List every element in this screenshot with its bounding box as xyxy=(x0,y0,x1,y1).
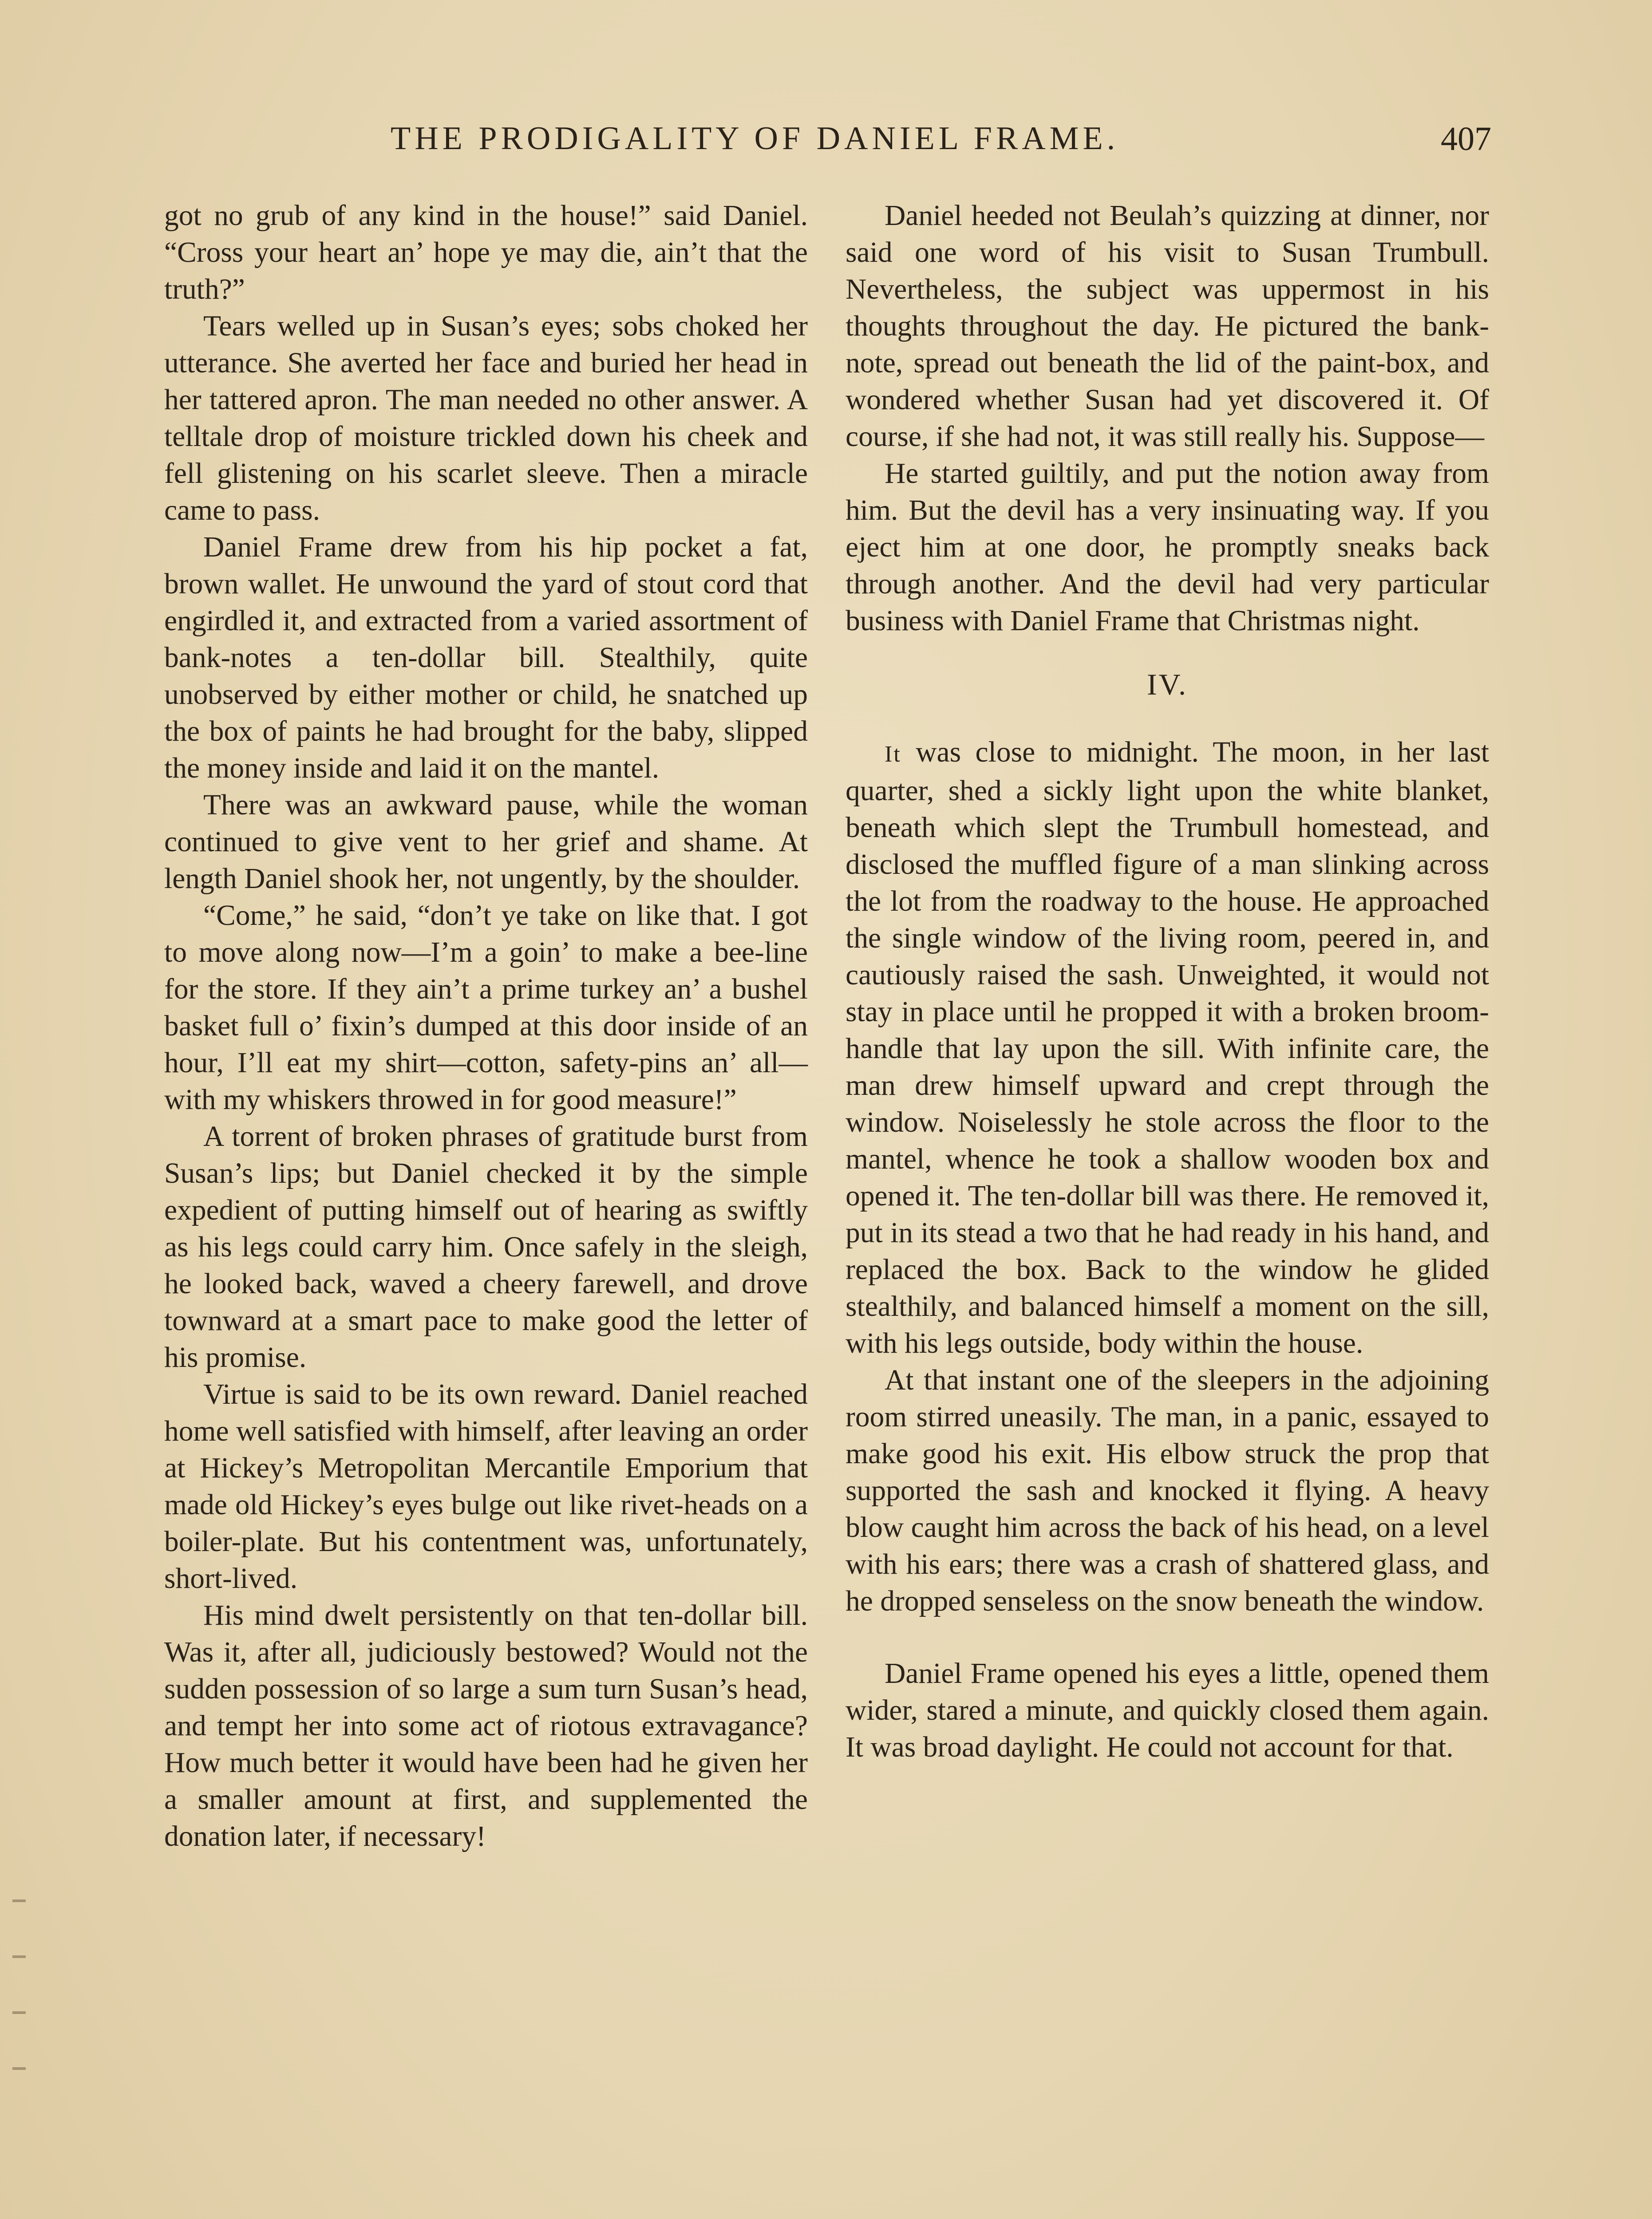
paragraph xyxy=(846,734,1489,1362)
paragraph: There was an awkward pause, while the woman continued to give vent to her grief and shame. At length Daniel shook her, not ungently, by the shoulder. xyxy=(164,789,808,895)
margin-mark xyxy=(12,2011,26,2014)
margin-mark xyxy=(12,1955,26,1958)
paragraph: Tears welled up in Susan’s eyes; sobs choked her utterance. She averted her face and buried her head in her tattered apron. The man needed no other answer. A telltale drop of moisture trickled down his cheek and fell glistening on his scarlet sleeve. Then a miracle came to pass. xyxy=(164,310,808,526)
paragraph: At that instant one of the sleepers in the adjoining room stirred uneasily. The man, in a panic, essayed to make good his exit. His elbow struck the prop that supported the sash and knocked it flying. A heavy blow caught him across the back of his head, on a level with his ears; there was a crash of shattered glass, and he dropped senseless on the snow beneath the window. xyxy=(846,1364,1489,1617)
margin-mark xyxy=(12,2067,26,2070)
paragraph: Daniel heeded not Beulah’s quizzing at dinner, nor said one word of his visit to Susan Trumbull. Nevertheless, the subject was uppermost in his thoughts throughout the day. He pictured the bank-note, spread out beneath the lid of the paint-box, and wondered whether Susan had yet discovered it. Of course, if she had not, it was still really his. Suppose— xyxy=(846,200,1489,453)
right-column xyxy=(846,197,1489,1766)
paragraph: Virtue is said to be its own reward. Daniel reached home well satisfied with himself, after leaving an order at Hickey’s Metropolitan Mercantile Emporium that made old Hickey’s eyes bulge out like rivet-heads on a boiler-plate. But his contentment was, unfortunately, short-lived. xyxy=(164,1378,808,1595)
margin-marks xyxy=(4,1899,43,2219)
page-title: THE PRODIGALITY OF DANIEL FRAME. xyxy=(391,120,1119,157)
paragraph: A torrent of broken phrases of gratitude burst from Susan’s lips; but Daniel checked it by the simple expedient of putting himself out of hearing as swiftly as his legs could carry him. Once safely in the sleigh, he looked back, waved a cheery farewell, and drove townward at a smart pace to make good the letter of his promise. xyxy=(164,1121,808,1374)
margin-mark xyxy=(12,1899,26,1902)
running-header xyxy=(164,120,1491,160)
paragraph: got no grub of any kind in the house!” said Daniel. “Cross your heart an’ hope ye may die, ain’t that the truth?” xyxy=(164,200,808,305)
paragraph: His mind dwelt persistently on that ten-dollar bill. Was it, after all, judiciously bestowed? Would not the sudden possession of so large a sum turn Susan’s head, and tempt her into some act of riotous extravagance? How much better it would have been had he given her a smaller amount at first, and supplemented the donation later, if necessary! xyxy=(164,1599,808,1852)
paragraph-body: was close to midnight. The moon, in her last quarter, shed a sickly light upon the white blanket, beneath which slept the Trumbull homestead, and disclosed the muffled figure of a man slinking across the lot from the roadway to the house. He approached the single window of the living room, peered in, and cautiously raised the sash. Unweighted, it would not stay in place until he propped it with a broken broom-handle that lay upon the sill. With infinite care, the man drew himself upward and crept through the window. Noiselessly he stole across the floor to the mantel, whence he took a shallow wooden box and opened it. The ten-dollar bill was there. He removed it, put in its stead a two that he had ready in his hand, and replaced the box. Back to the window he glided stealthily, and balanced himself a moment on the sill, with his legs outside, body within the house. xyxy=(846,736,1489,1359)
paragraph: “Come,” he said, “don’t ye take on like that. I got to move along now—I’m a goin’ to make a bee-line for the store. If they ain’t a prime turkey an’ a bushel basket full o’ fixin’s dumped at this door inside of an hour, I’ll eat my shirt—cotton, safety-pins an’ all—with my whiskers throwed in for good measure!” xyxy=(164,900,808,1116)
paragraph: He started guiltily, and put the notion away from him. But the devil has a very insinuating way. If you eject him at one door, he promptly sneaks back through another. And the devil had very particular business with Daniel Frame that Christmas night. xyxy=(846,458,1489,637)
page-number: 407 xyxy=(1441,120,1491,158)
left-column xyxy=(164,197,808,1855)
section-heading: IV. xyxy=(1147,667,1188,701)
paragraph: Daniel Frame opened his eyes a little, opened them wider, stared a minute, and quickly closed them again. It was broad daylight. He could not account for that. xyxy=(846,1658,1489,1763)
paragraph: Daniel Frame drew from his hip pocket a fat, brown wallet. He unwound the yard of stout cord that engirdled it, and extracted from a varied assortment of bank-notes a ten-dollar bill. Stealthily, quite unobserved by either mother or child, he snatched up the box of paints he had brought for the baby, slipped the money inside and laid it on the mantel. xyxy=(164,531,808,784)
drop-lead-word: It xyxy=(885,742,901,767)
